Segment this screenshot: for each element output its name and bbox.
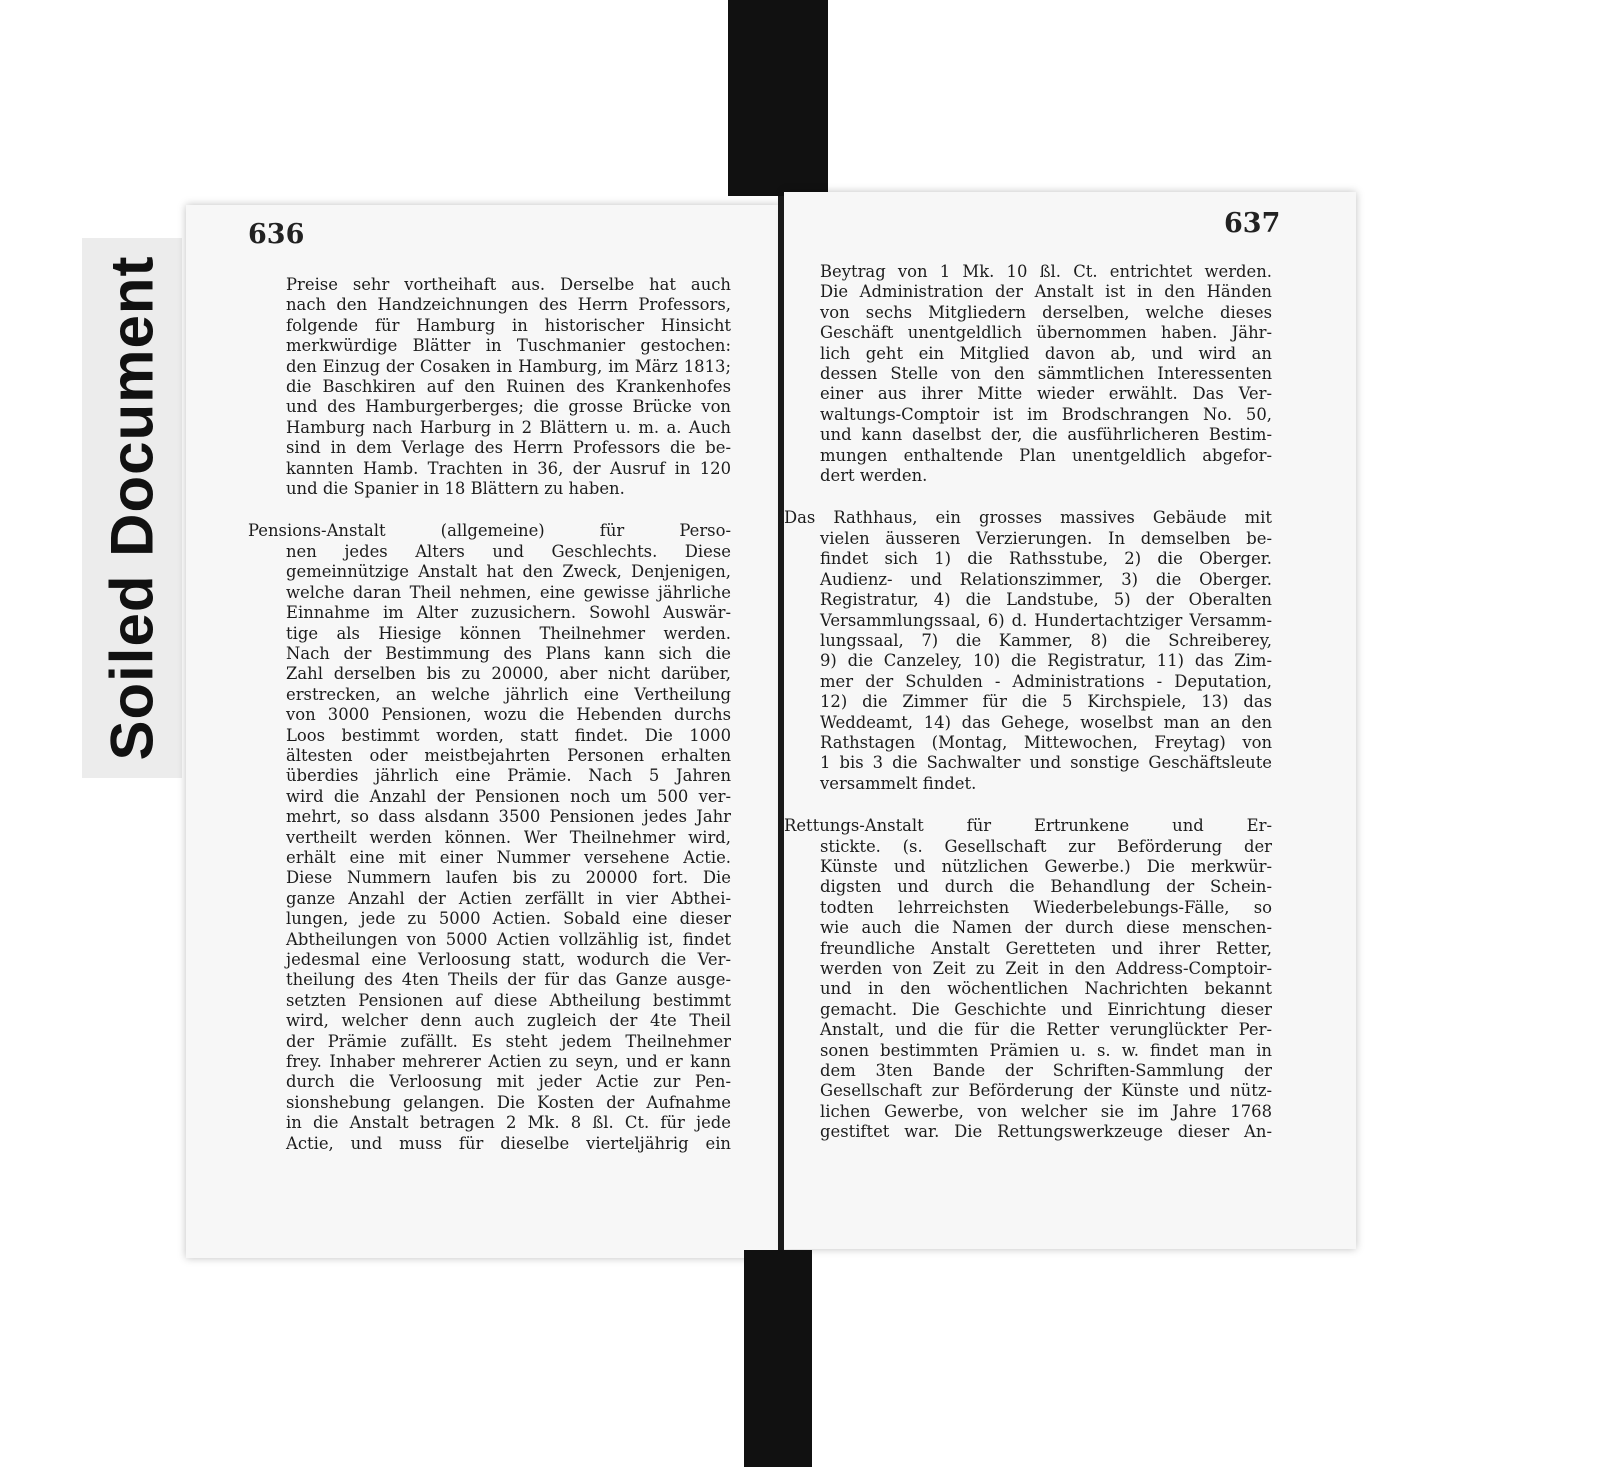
text-line: gestiftet war. Die Rettungswerkzeuge dieser An- (820, 1122, 1272, 1142)
text-line: Audienz- und Relationszimmer, 3) die Oberger. (820, 569, 1272, 589)
text-line: dem 3ten Bande der Schriften-Sammlung der (820, 1061, 1272, 1081)
text-line: Weddeamt, 14) das Gehege, woselbst man an den (820, 712, 1272, 732)
text-line: ältesten oder meistbejahrten Personen erhalten (286, 745, 731, 765)
text-line: und in den wöchentlichen Nachrichten bekannt (820, 979, 1272, 999)
text-line: Pensions-Anstalt (allgemeine) für Perso- (248, 521, 731, 541)
text-line: den Einzug der Cosaken in Hamburg, im März 1813; (286, 356, 731, 376)
text-line: lich geht ein Mitglied davon ab, und wird an (820, 343, 1272, 363)
text-line: sionshebung gelangen. Die Kosten der Aufnahme (286, 1092, 731, 1112)
text-line: theilung des 4ten Theils der für das Ganze ausge- (286, 970, 731, 990)
text-line: wird, welcher denn auch zugleich der 4te Theil (286, 1011, 731, 1031)
text-line: Preise sehr vortheihaft aus. Derselbe hat auch (286, 275, 731, 294)
text-line: Diese Nummern laufen bis zu 20000 fort. Die (286, 868, 731, 888)
text-line: frey. Inhaber mehrerer Actien zu seyn, und er kann (286, 1052, 731, 1072)
right-page (784, 192, 1356, 1249)
text-line: Hamburg nach Harburg in 2 Blättern u. m. a. Auch (286, 417, 731, 437)
text-line: freundliche Anstalt Geretteten und ihrer Retter, (820, 938, 1272, 958)
binding-spine-bottom (744, 1250, 812, 1467)
text-line: 9) die Canzeley, 10) die Registratur, 11) das Zim- (820, 651, 1272, 671)
text-line: mer der Schulden - Administrations - Deputation, (820, 671, 1272, 691)
left-page (186, 205, 780, 1258)
text-line: lichen Gewerbe, von welcher sie im Jahre 1768 (820, 1101, 1272, 1121)
text-line: von sechs Mitgliedern derselben, welche dieses (820, 302, 1272, 322)
text-line: mehrt, so dass alsdann 3500 Pensionen jedes Jahr (286, 807, 731, 827)
text-line: folgende für Hamburg in historischer Hinsicht (286, 315, 731, 335)
text-line: findet sich 1) die Rathsstube, 2) die Oberger. (820, 549, 1272, 569)
text-line: Künste und nützlichen Gewerbe.) Die merkwür- (820, 856, 1272, 876)
text-line: Beytrag von 1 Mk. 10 ßl. Ct. entrichtet werden. (820, 262, 1272, 281)
text-line: von 3000 Pensionen, wozu die Hebenden durchs (286, 705, 731, 725)
text-line: tige als Hiesige können Theilnehmer werden. (286, 623, 731, 643)
text-line: wie auch die Namen der durch diese menschen- (820, 918, 1272, 938)
text-line: welche daran Theil nehmen, eine gewisse jährliche (286, 582, 731, 602)
text-line: werden von Zeit zu Zeit in den Address-Comptoir- (820, 959, 1272, 978)
text-line: nen jedes Alters und Geschlechts. Diese (286, 541, 731, 561)
text-line: Das Rathhaus, ein grosses massives Gebäude mit (784, 508, 1272, 528)
text-line: überdies jährlich eine Prämie. Nach 5 Jahren (286, 766, 731, 786)
text-line: Rathstagen (Montag, Mittewochen, Freytag) von (820, 732, 1272, 752)
page-number-left: 636 (248, 219, 305, 250)
text-line: ganze Anzahl der Actien zerfällt in vier Abthei- (286, 888, 731, 908)
text-line: Einnahme im Alter zuzusichern. Sowohl Auswär- (286, 603, 731, 623)
paragraph-gap (820, 486, 1272, 508)
text-line: dessen Stelle von den sämmtlichen Interessenten (820, 364, 1272, 384)
text-line: stickte. (s. Gesellschaft zur Beförderung der (820, 836, 1272, 856)
text-line: Anstalt, und die für die Retter verunglückter Per- (820, 1020, 1272, 1040)
binding-spine-top (728, 0, 828, 196)
text-line: der Prämie zufällt. Es steht jedem Theilnehmer (286, 1031, 731, 1051)
text-line: digsten und durch die Behandlung der Schein- (820, 877, 1272, 897)
text-line: mungen enthaltende Plan unentgeldlich abgefor- (820, 445, 1272, 465)
text-line: kannten Hamb. Trachten in 36, der Ausruf in 120 (286, 458, 731, 478)
text-line: Abtheilungen von 5000 Actien vollzählig ist, findet (286, 929, 731, 949)
paragraph (248, 521, 731, 1154)
text-line: und des Hamburgerberges; die grosse Brücke von (286, 397, 731, 417)
text-line: lungen, jede zu 5000 Actien. Sobald eine dieser (286, 909, 731, 929)
paragraph (286, 275, 731, 499)
text-line: Zahl derselben bis zu 20000, aber nicht darüber, (286, 664, 731, 684)
text-line: durch die Verloosung mit jeder Actie zur Pen- (286, 1072, 731, 1092)
text-line: vielen äusseren Verzierungen. In demselben be- (820, 528, 1272, 548)
page-gutter (778, 196, 784, 1258)
text-line: Rettungs-Anstalt für Ertrunkene und Er- (784, 816, 1272, 836)
text-line: wird die Anzahl der Pensionen noch um 500 ver- (286, 786, 731, 806)
text-line: Versammlungssaal, 6) d. Hundertachtziger Versamm- (820, 610, 1272, 630)
text-line: Loos bestimmt worden, statt findet. Die 1000 (286, 725, 731, 745)
text-line: Die Administration der Anstalt ist in den Händen (820, 282, 1272, 302)
stamp-label: Soiled Document (98, 255, 166, 761)
text-line: todten lehrreichsten Wiederbelebungs-Fälle, so (820, 897, 1272, 917)
text-line: Gesellschaft zur Beförderung der Künste und nütz- (820, 1081, 1272, 1101)
text-line: erhält eine mit einer Nummer versehene Actie. (286, 847, 731, 867)
text-line: und kann daselbst der, die ausführlicheren Bestim- (820, 425, 1272, 445)
text-line: erstrecken, an welche jährlich eine Vertheilung (286, 684, 731, 704)
text-line: vertheilt werden können. Wer Theilnehmer wird, (286, 827, 731, 847)
text-line: dert werden. (820, 466, 928, 486)
paragraph-gap (286, 499, 731, 521)
text-line: Nach der Bestimmung des Plans kann sich die (286, 643, 731, 663)
text-line: 12) die Zimmer für die 5 Kirchspiele, 13) das (820, 692, 1272, 712)
text-line: gemacht. Die Geschichte und Einrichtung dieser (820, 999, 1272, 1019)
text-line: setzten Pensionen auf diese Abtheilung bestimmt (286, 990, 731, 1010)
text-line: lungssaal, 7) die Kammer, 8) die Schreiberey, (820, 630, 1272, 650)
text-line: sind in dem Verlage des Herrn Professors die be- (286, 438, 731, 458)
text-line: 1 bis 3 die Sachwalter und sonstige Geschäftsleute (820, 753, 1272, 773)
page-number-right: 637 (1224, 208, 1281, 239)
right-page-text (784, 262, 1272, 1143)
text-line: Geschäft unentgeldlich übernommen haben. Jähr- (820, 323, 1272, 343)
text-line: jedesmal eine Verloosung statt, wodurch die Ver- (286, 950, 731, 969)
paragraph (784, 508, 1272, 794)
paragraph (784, 816, 1272, 1143)
text-line: merkwürdige Blätter in Tuschmanier gestochen: (286, 336, 731, 356)
text-line: und die Spanier in 18 Blättern zu haben. (286, 479, 625, 499)
text-line: einer aus ihrer Mitte wieder erwählt. Das Ver- (820, 384, 1272, 404)
paragraph (820, 262, 1272, 486)
text-line: Registratur, 4) die Landstube, 5) der Oberalten (820, 590, 1272, 610)
text-line: gemeinnützige Anstalt hat den Zweck, Denjenigen, (286, 562, 731, 582)
text-line: waltungs-Comptoir ist im Brodschrangen No. 50, (820, 404, 1272, 424)
text-line: in die Anstalt betragen 2 Mk. 8 ßl. Ct. für jede (286, 1113, 731, 1133)
soiled-document-stamp (82, 238, 182, 778)
paragraph-gap (820, 794, 1272, 816)
text-line: sonen bestimmten Prämien u. s. w. findet man in (820, 1040, 1272, 1060)
text-line: nach den Handzeichnungen des Herrn Professors, (286, 295, 731, 315)
left-page-text (248, 275, 731, 1154)
text-line: Actie, und muss für dieselbe vierteljährig ein (286, 1133, 731, 1153)
text-line: die Baschkiren auf den Ruinen des Krankenhofes (286, 377, 731, 397)
text-line: versammelt findet. (820, 773, 977, 793)
